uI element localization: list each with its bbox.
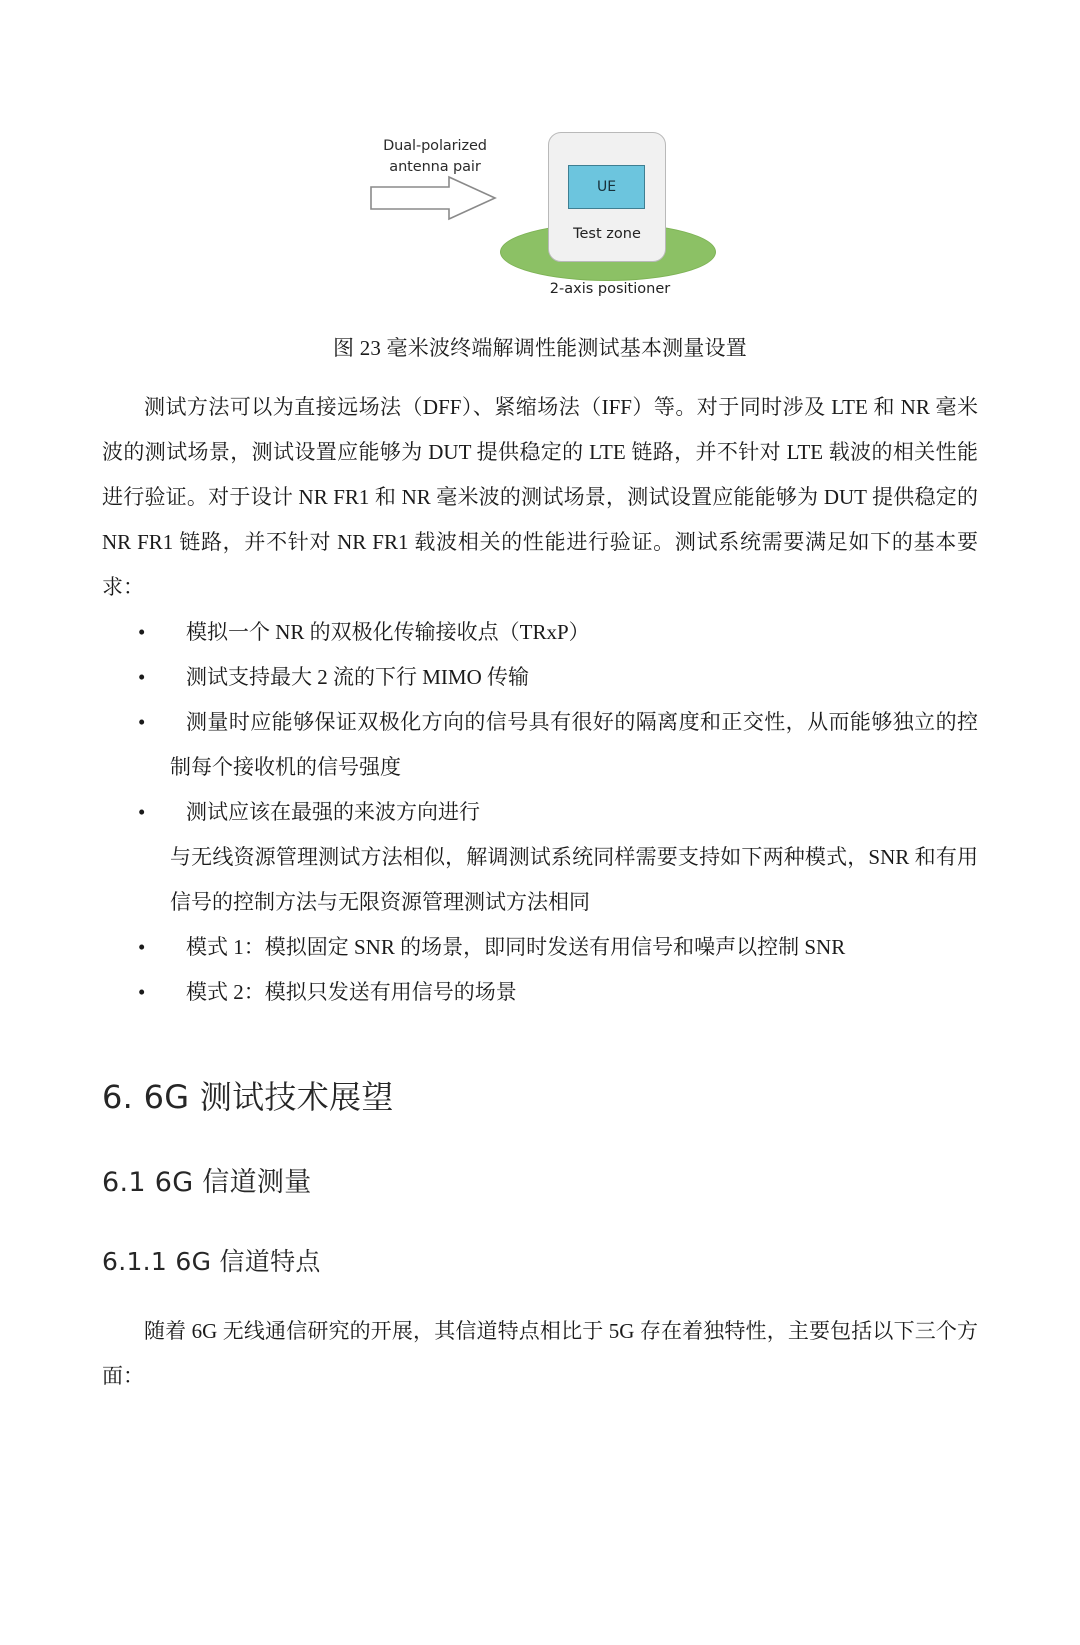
test-zone-label: Test zone bbox=[573, 226, 641, 242]
list-item-text: 测试应该在最强的来波方向进行 bbox=[186, 800, 480, 825]
right-arrow-icon bbox=[369, 174, 499, 222]
list-item-text: 测量时应能够保证双极化方向的信号具有很好的隔离度和正交性，从而能够独立的控制每个接收机的信号强度 bbox=[170, 710, 978, 780]
heading-section-6: 6. 6G 测试技术展望 bbox=[102, 1078, 394, 1117]
figure-caption: 图 23 毫米波终端解调性能测试基本测量设置 bbox=[333, 336, 747, 360]
ue-box: UE bbox=[568, 165, 645, 209]
document-page bbox=[0, 118, 1080, 1645]
bullet-marker: • bbox=[138, 620, 146, 645]
bullet-marker: • bbox=[138, 980, 146, 1005]
bullet-marker: • bbox=[138, 710, 146, 735]
list-item bbox=[102, 790, 978, 835]
list-item-text: 模式 2：模拟只发送有用信号的场景 bbox=[186, 980, 517, 1005]
list-item bbox=[102, 970, 978, 1015]
heading-section-6-1: 6.1 6G 信道测量 bbox=[102, 1166, 312, 1198]
requirements-bullet-list bbox=[102, 610, 978, 835]
list-item-text: 模式 1：模拟固定 SNR 的场景，即同时发送有用信号和噪声以控制 SNR bbox=[186, 935, 846, 960]
antenna-label-line2: antenna pair bbox=[389, 159, 481, 176]
dual-polarized-antenna-pair-label bbox=[365, 136, 505, 178]
figure-canvas bbox=[355, 118, 735, 318]
bullet-marker: • bbox=[138, 800, 146, 825]
antenna-label-line1: Dual-polarized bbox=[383, 138, 487, 154]
closing-paragraph: 随着 6G 无线通信研究的开展，其信道特点相比于 5G 存在着独特性，主要包括以下三个方面： bbox=[102, 1318, 978, 1388]
modes-bullet-list bbox=[102, 925, 978, 1015]
intro-paragraph: 测试方法可以为直接远场法（DFF）、紧缩场法（IFF）等。对于同时涉及 LTE 和 NR 毫米波的测试场景，测试设置应能够为 DUT 提供稳定的 LTE 链路，并不针对 LTE 载波的相关性能进行验证。对于设计 NR FR1 和 NR 毫米波的测试场景，测试设置应能能够为 DUT 提供稳定的 NR FR1 链路，并不针对 NR FR1 载波相关的性能进行验证。测试系统需要满足如下的基本要求： bbox=[102, 395, 978, 600]
heading-section-6-1-1: 6.1.1 6G 信道特点 bbox=[102, 1247, 321, 1277]
bullet-marker: • bbox=[138, 665, 146, 690]
list-item bbox=[102, 925, 978, 970]
sub-paragraph: 与无线资源管理测试方法相似，解调测试系统同样需要支持如下两种模式，SNR 和有用信号的控制方法与无限资源管理测试方法相同 bbox=[170, 845, 978, 915]
list-item-text: 模拟一个 NR 的双极化传输接收点（TRxP） bbox=[186, 620, 590, 645]
two-axis-positioner-label: 2-axis positioner bbox=[549, 281, 671, 297]
list-item bbox=[102, 610, 978, 655]
bullet-marker: • bbox=[138, 935, 146, 960]
list-item bbox=[102, 700, 978, 790]
list-item-text: 测试支持最大 2 流的下行 MIMO 传输 bbox=[186, 665, 530, 690]
list-item bbox=[102, 655, 978, 700]
figure-23-diagram bbox=[0, 118, 1080, 328]
content-column bbox=[102, 334, 978, 1399]
